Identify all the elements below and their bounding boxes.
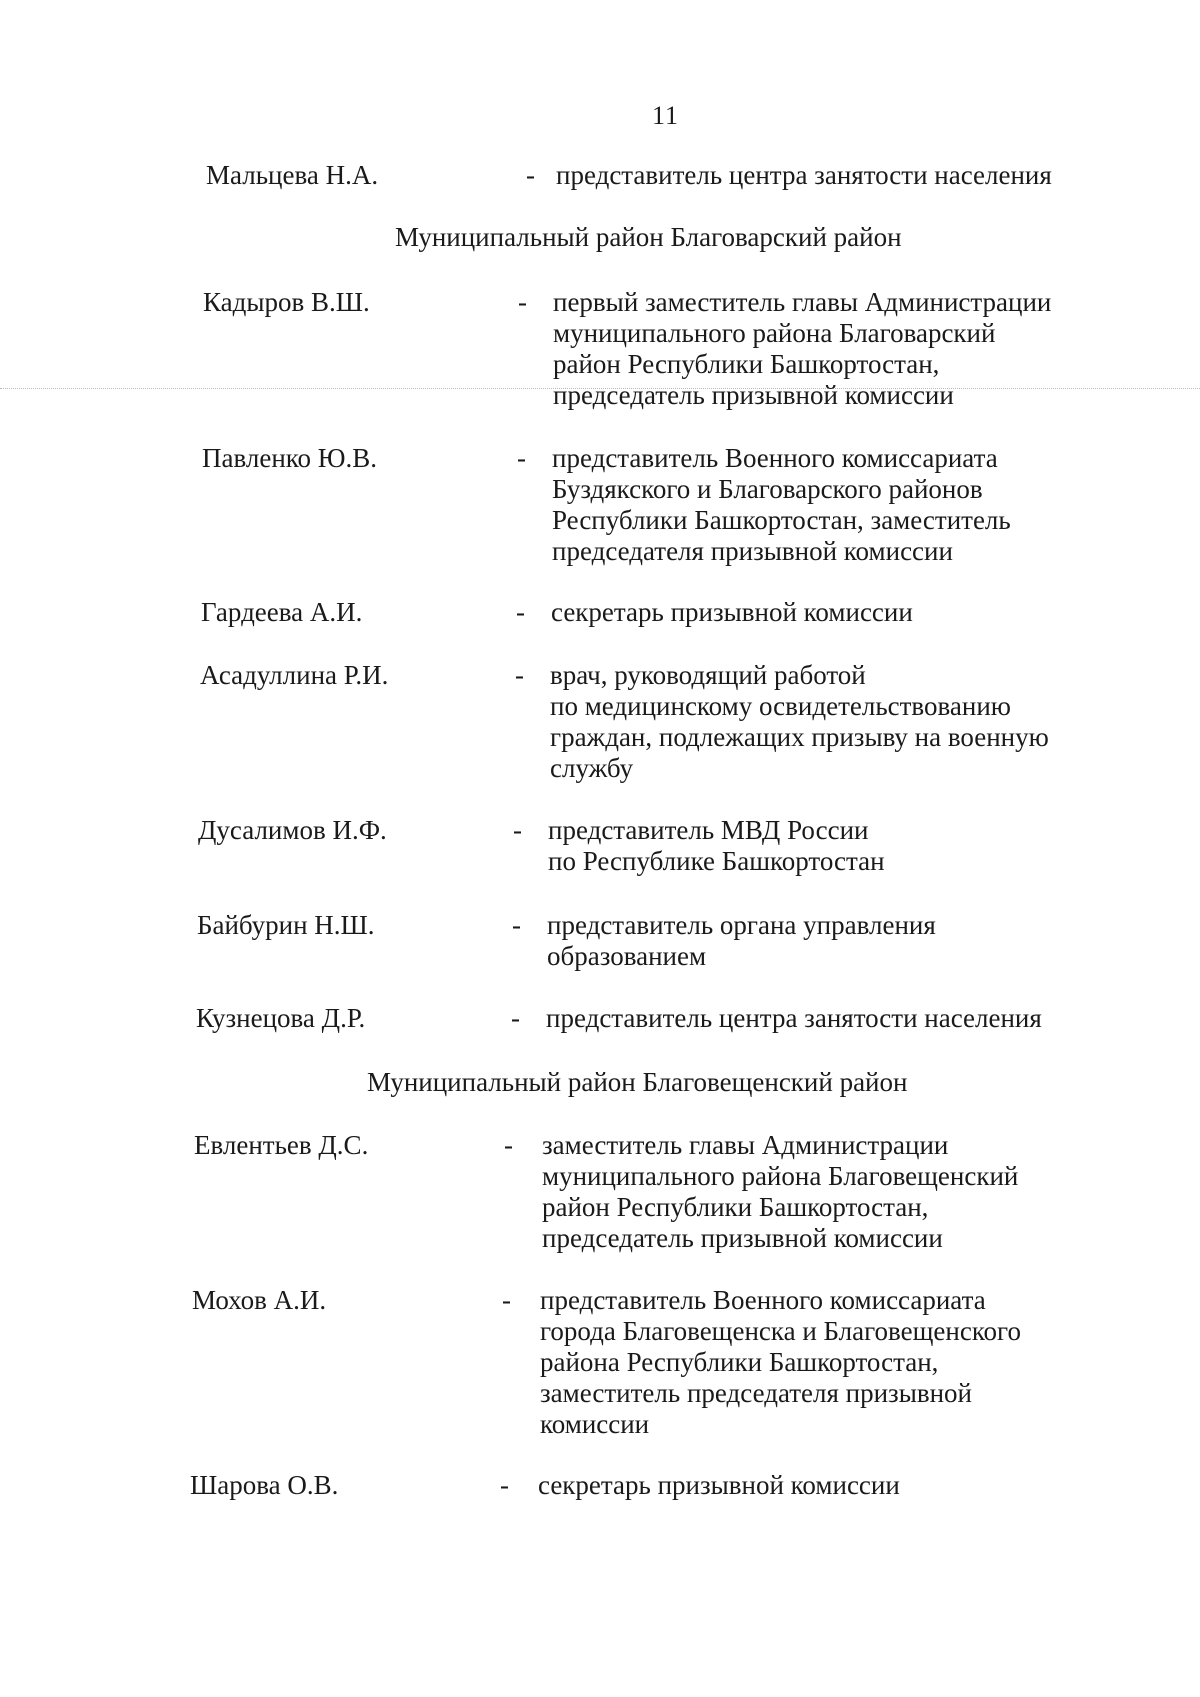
member-name: Евлентьев Д.С. (194, 1130, 369, 1160)
section-heading: Муниципальный район Благовещенский район (367, 1067, 908, 1097)
separator-dash: - (511, 1003, 520, 1033)
member-role: секретарь призывной комиссии (538, 1470, 900, 1500)
member-name: Павленко Ю.В. (202, 443, 378, 473)
member-role: представитель центра занятости населения (546, 1003, 1042, 1033)
member-name: Дусалимов И.Ф. (198, 815, 387, 845)
member-name: Мальцева Н.А. (206, 160, 379, 190)
member-role: секретарь призывной комиссии (551, 597, 913, 627)
member-role: первый заместитель главы Администрации муниципального района Благоварский район Республики Башкортостан, председатель призывной комиссии (553, 287, 1052, 410)
member-role: представитель органа управления образованием (547, 910, 936, 971)
separator-dash: - (513, 815, 522, 845)
member-role: представитель МВД России по Республике Башкортостан (548, 815, 885, 876)
member-role: заместитель главы Администрации муниципального района Благовещенский район Республики Башкортостан, председатель призывной комиссии (542, 1130, 1019, 1253)
member-role: представитель Военного комиссариата Буздякского и Благоварского районов Республики Башкортостан, заместитель председателя призывной комиссии (552, 443, 1011, 566)
member-name: Кадыров В.Ш. (203, 287, 370, 317)
member-name: Байбурин Н.Ш. (197, 910, 375, 940)
page-number: 11 (652, 101, 680, 130)
separator-dash: - (516, 597, 525, 627)
member-role: врач, руководящий работой по медицинскому освидетельствованию граждан, подлежащих призыву на военную службу (550, 660, 1049, 783)
section-heading: Муниципальный район Благоварский район (395, 222, 902, 252)
separator-dash: - (512, 910, 521, 940)
member-role: представитель центра занятости населения (556, 160, 1052, 190)
member-name: Гардеева А.И. (201, 597, 363, 627)
separator-dash: - (502, 1285, 511, 1315)
separator-dash: - (518, 287, 527, 317)
separator-dash: - (500, 1470, 509, 1500)
separator-dash: - (517, 443, 526, 473)
separator-dash: - (526, 160, 535, 190)
separator-dash: - (515, 660, 524, 690)
member-name: Мохов А.И. (192, 1285, 327, 1315)
member-name: Шарова О.В. (190, 1470, 339, 1500)
member-name: Асадуллина Р.И. (200, 660, 389, 690)
separator-dash: - (504, 1130, 513, 1160)
member-role: представитель Военного комиссариата города Благовещенска и Благовещенского района Республики Башкортостан, заместитель председателя призывной комиссии (540, 1285, 1021, 1439)
member-name: Кузнецова Д.Р. (196, 1003, 366, 1033)
